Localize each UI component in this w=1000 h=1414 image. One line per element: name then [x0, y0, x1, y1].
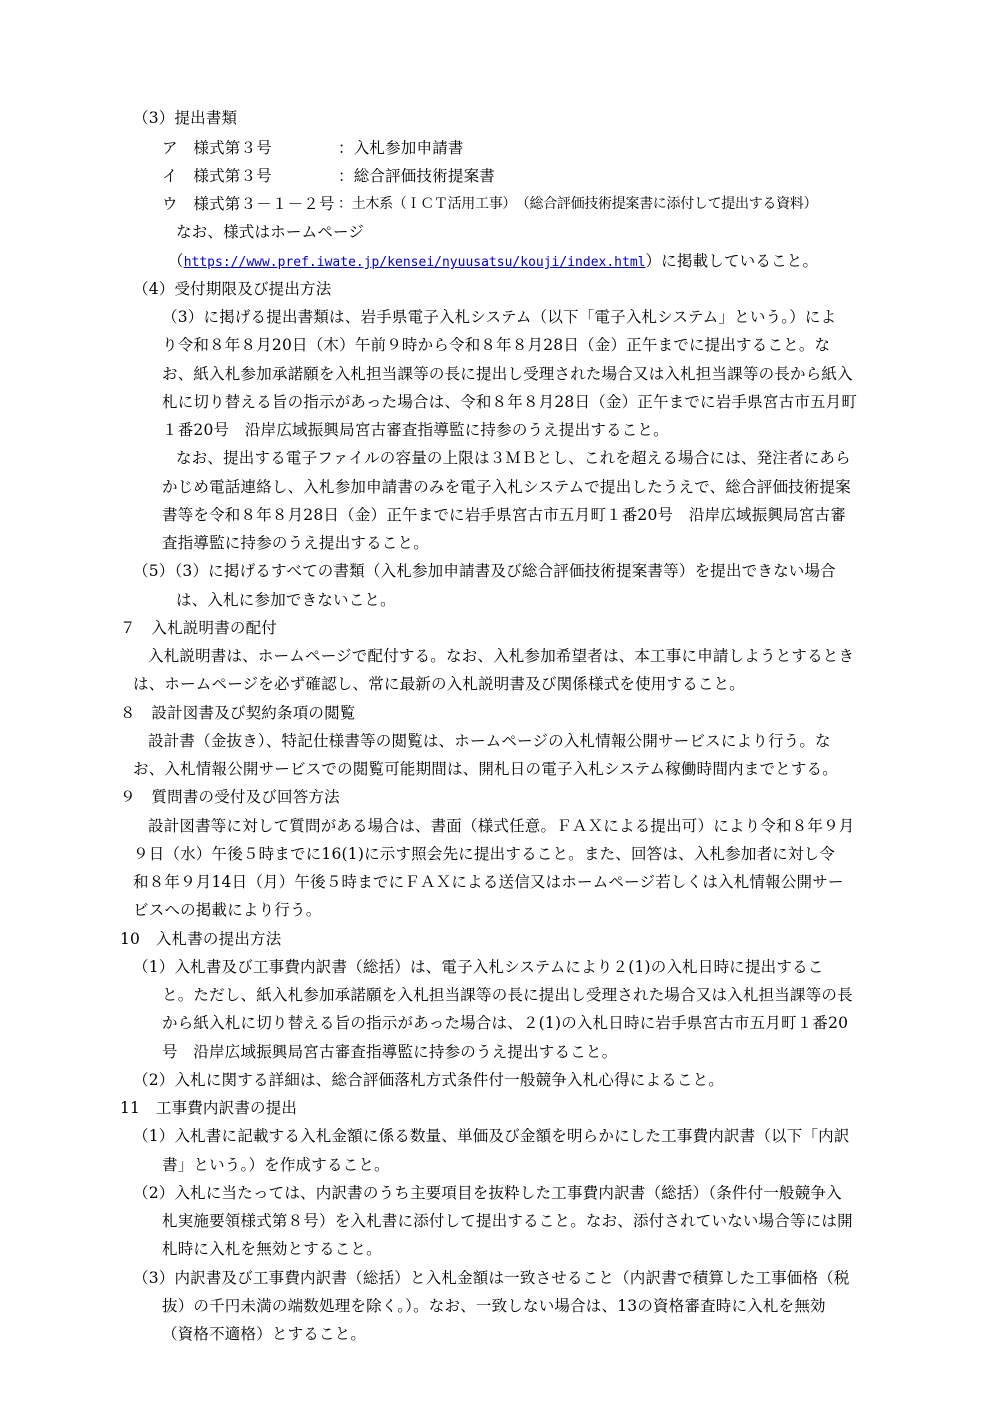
list-item-line: 札実施要領様式第８号）を入札書に添付して提出すること。なお、添付されていない場合等には開 — [162, 1212, 853, 1230]
paragraph-line: 和８年９月14日（月）午後５時までにＦＡＸによる送信又はホームページ若しくは入札情報公開サー — [133, 873, 844, 891]
homepage-note: なお、様式はホームページ — [176, 223, 365, 241]
subsection-5-line: （5）（3）に掲げるすべての書類（入札参加申請書及び総合評価技術提案書等）を提出できない場合 — [133, 562, 836, 580]
paragraph-line: り令和８年８月20日（木）午前９時から令和８年８月28日（金）正午までに提出すること。な — [162, 336, 831, 354]
paren-open: （ — [168, 252, 184, 270]
section-7-heading: ７ 入札説明書の配付 — [120, 619, 278, 637]
paragraph-line: 入札説明書は、ホームページで配付する。なお、入札参加希望者は、本工事に申請しようとするとき — [148, 647, 855, 665]
list-item-line: 号 沿岸広域振興局宮古審査指導監に持参のうえ提出すること。 — [162, 1043, 618, 1061]
list-item-line: から紙入札に切り替える旨の指示があった場合は、２(1)の入札日時に岩手県宮古市五月町１番20 — [162, 1014, 849, 1032]
paragraph-line: お、紙入札参加承諾願を入札担当課等の長に提出し受理された場合又は入札担当課等の長から紙入 — [162, 365, 853, 383]
list-item-line: （1）入札書に記載する入札金額に係る数量、単価及び金額を明らかにした工事費内訳書（以下「内訳 — [133, 1127, 850, 1145]
form-item-label: ウ 様式第３－１－２号 — [162, 195, 335, 213]
paragraph-line: 設計図書等に対して質問がある場合は、書面（様式任意。ＦＡＸによる提出可）により令和８年９月 — [148, 817, 855, 835]
list-item-line: 書」という。）を作成すること。 — [162, 1156, 390, 1174]
list-item-line: （2）入札に当たっては、内訳書のうち主要項目を抜粋した工事費内訳書（総括）（条件付一般競争入 — [133, 1184, 842, 1202]
paragraph-line: １番20号 沿岸広域振興局宮古審査指導監に持参のうえ提出すること。 — [162, 421, 669, 439]
form-item-label: ア 様式第３号 — [162, 139, 272, 157]
paragraph-line: （3）に掲げる提出書類は、岩手県電子入札システム（以下「電子入札システム」という。）によ — [162, 308, 837, 326]
list-item-line: と。ただし、紙入札参加承諾願を入札担当課等の長に提出し受理された場合又は入札担当課等の長 — [162, 986, 853, 1004]
list-item-line: （1）入札書及び工事費内訳書（総括）は、電子入札システムにより２(1)の入札日時に提出するこ — [133, 958, 824, 976]
section-11-heading: 11 工事費内訳書の提出 — [120, 1099, 298, 1117]
paragraph-line: かじめ電話連絡し、入札参加申請書のみを電子入札システムで提出したうえで、総合評価技術提案 — [162, 478, 851, 496]
paragraph-line: 書等を令和８年８月28日（金）正午までに岩手県宮古市五月町１番20号 沿岸広域振興局宮古審 — [162, 506, 846, 524]
subsection-5-line: は、入札に参加できないこと。 — [176, 591, 396, 609]
paragraph-line: ビスへの掲載により行う。 — [133, 901, 322, 919]
section-9-heading: ９ 質問書の受付及び回答方法 — [120, 788, 340, 806]
form-item-value: ：入札参加申請書 — [338, 139, 464, 157]
paragraph-line: 設計書（金抜き）、特記仕様書等の閲覧は、ホームページの入札情報公開サービスにより行う。な — [148, 732, 831, 750]
paragraph-line: お、入札情報公開サービスでの閲覧可能期間は、開札日の電子入札システム稼働時間内までとする。 — [133, 760, 838, 778]
homepage-link[interactable]: https://www.pref.iwate.jp/kensei/nyuusatsu/kouji/index.html — [183, 255, 646, 270]
paragraph-line: なお、提出する電子ファイルの容量の上限は３ＭＢとし、これを超える場合には、発注者にあら — [176, 449, 851, 467]
form-item-label: イ 様式第３号 — [162, 167, 272, 185]
list-item-line: （2）入札に関する詳細は、総合評価落札方式条件付一般競争入札心得によること。 — [133, 1071, 724, 1089]
form-item-value: ：土木系（ＩＣＴ活用工事） （総合評価技術提案書に添付して提出する資料） — [338, 196, 818, 212]
subsection-heading-3: （3）提出書類 — [133, 109, 238, 127]
list-item-line: 抜）の千円未満の端数処理を除く。）。なお、一致しない場合は、13の資格審査時に入札を無効 — [162, 1297, 826, 1315]
section-8-heading: ８ 設計図書及び契約条項の閲覧 — [120, 704, 356, 722]
paragraph-line: は、ホームページを必ず確認し、常に最新の入札説明書及び関係様式を使用すること。 — [133, 675, 745, 693]
url-line — [168, 251, 818, 273]
list-item-line: 札時に入札を無効とすること。 — [162, 1240, 382, 1258]
paragraph-line: ９日（水）午後５時までに16(1)に示す照会先に提出すること。また、回答は、入札参加者に対し令 — [133, 845, 836, 863]
paren-close-text: ）に掲載していること。 — [645, 252, 819, 270]
list-item-line: （3）内訳書及び工事費内訳書（総括）と入札金額は一致させること（内訳書で積算した工事価格（税 — [133, 1269, 850, 1287]
paragraph-line: 査指導監に持参のうえ提出すること。 — [162, 534, 429, 552]
list-item-line: （資格不適格）とすること。 — [162, 1325, 367, 1343]
paragraph-line: 札に切り替える旨の指示があった場合は、令和８年８月28日（金）正午までに岩手県宮古市五月町 — [162, 393, 858, 411]
form-item-value: ：総合評価技術提案書 — [338, 167, 496, 185]
subsection-heading-4: （4）受付期限及び提出方法 — [133, 280, 332, 298]
section-10-heading: 10 入札書の提出方法 — [120, 930, 282, 948]
